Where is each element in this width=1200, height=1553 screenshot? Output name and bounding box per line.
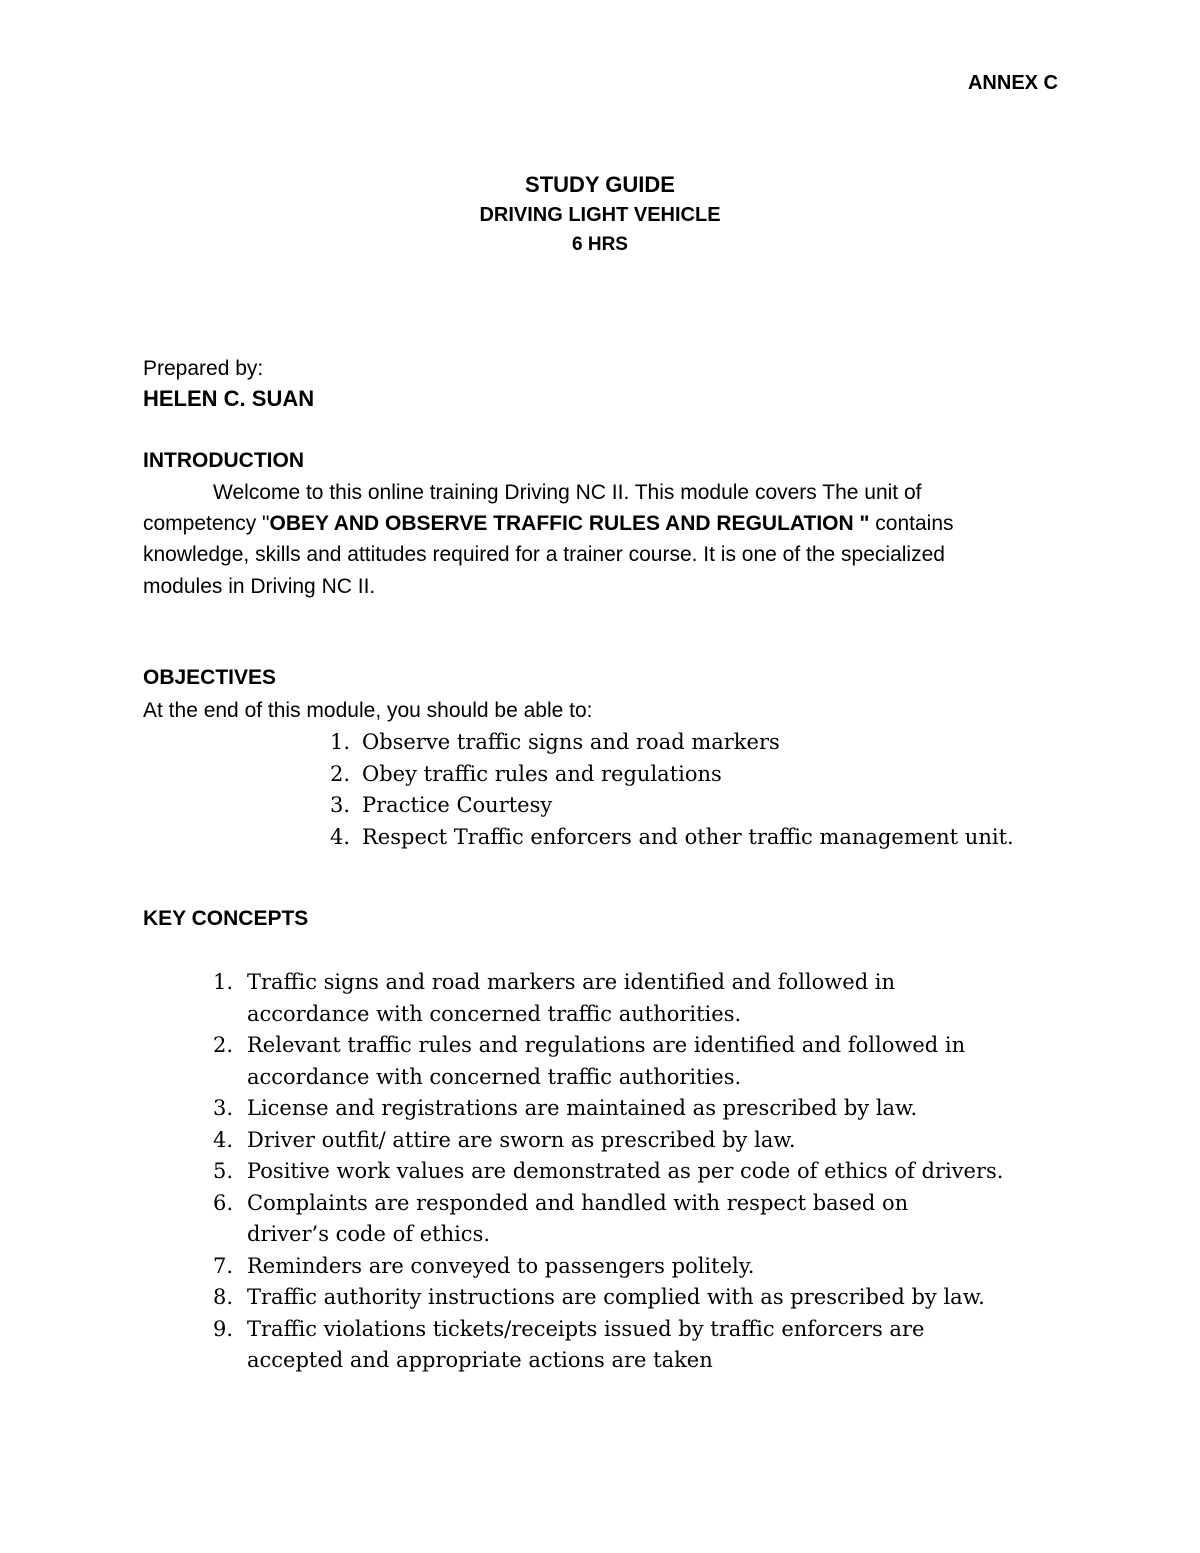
key-concept-text: accordance with concerned traffic authorities. [247,1001,742,1026]
objective-text: Practice Courtesy [362,793,553,817]
key-concept-text: License and registrations are maintained as prescribed by law. [247,1096,918,1120]
key-concept-text: Positive work values are demonstrated as per code of ethics of drivers. [247,1159,1004,1183]
author-name: HELEN C. SUAN [143,386,315,411]
key-concept-text: Traffic authority instructions are complied with as prescribed by law. [247,1285,985,1309]
objective-item [329,727,1014,759]
intro-line: modules in Driving NC II. [143,575,376,598]
key-concept-text: Traffic signs and road markers are identified and followed in [247,970,896,994]
list-number: 2. [212,1033,233,1057]
key-concept-item [212,1156,1004,1188]
intro-text: competency " [143,512,270,535]
prepared-by-label: Prepared by: [143,357,264,380]
intro-line: Welcome to this online training Driving NC II. This module covers The unit of [213,481,922,504]
objectives-list [329,727,1014,853]
introduction-heading: INTRODUCTION [143,449,304,472]
key-concept-text: Reminders are conveyed to passengers politely. [247,1253,755,1278]
list-number: 7. [212,1253,233,1278]
key-concept-item [212,1282,1003,1314]
list-number: 1. [329,730,350,754]
document-subtitle: DRIVING LIGHT VEHICLE [479,204,721,226]
list-number: 2. [329,761,350,786]
intro-line: knowledge, skills and attitudes required for a trainer course. It is one of the specialized [143,543,945,566]
key-concept-text: accepted and appropriate actions are taken [247,1348,713,1372]
key-concept-text: Complaints are responded and handled with respect based on [247,1190,909,1215]
objective-item [329,790,1014,822]
objective-text: Obey traffic rules and regulations [362,761,722,786]
key-concept-item [212,1251,1003,1283]
key-concept-text: driver’s code of ethics. [247,1222,491,1246]
key-concept-text: Traffic violations tickets/receipts issued by traffic enforcers are [247,1316,925,1341]
objectives-heading: OBJECTIVES [143,666,277,689]
objective-item [329,759,1014,791]
key-concept-item [212,967,1003,1030]
key-concept-text: Driver outfit/ attire are sworn as prescribed by law. [247,1127,796,1152]
list-number: 9. [212,1316,233,1341]
list-number: 6. [212,1190,233,1215]
list-number: 3. [329,793,350,817]
list-number: 8. [212,1285,233,1309]
key-concept-text: accordance with concerned traffic authorities. [247,1064,742,1089]
key-concepts-heading: KEY CONCEPTS [143,907,309,930]
duration-label: 6 HRS [572,234,628,255]
objective-item [329,822,1014,854]
key-concept-item [212,1093,1003,1125]
objective-text: Observe traffic signs and road markers [362,730,780,754]
key-concept-item [212,1188,1003,1251]
key-concept-item [212,1314,1003,1377]
list-number: 1. [212,970,233,994]
key-concept-text: Relevant traffic rules and regulations are identified and followed in [247,1033,966,1057]
unit-of-competency-title: OBEY AND OBSERVE TRAFFIC RULES AND REGULATION " [269,512,870,535]
objective-text: Respect Traffic enforcers and other traffic management unit. [362,824,1014,849]
intro-line [143,512,954,536]
document-title: STUDY GUIDE [525,172,675,197]
list-number: 3. [212,1096,233,1120]
objectives-lead: At the end of this module, you should be able to: [143,699,593,722]
key-concept-item [212,1030,1003,1093]
annex-label: ANNEX C [967,72,1058,94]
key-concept-item [212,1125,1003,1157]
list-number: 5. [212,1159,233,1183]
list-number: 4. [329,824,350,849]
intro-text: contains [869,512,954,535]
list-number: 4. [212,1127,233,1152]
key-concepts-list [212,967,1004,1377]
